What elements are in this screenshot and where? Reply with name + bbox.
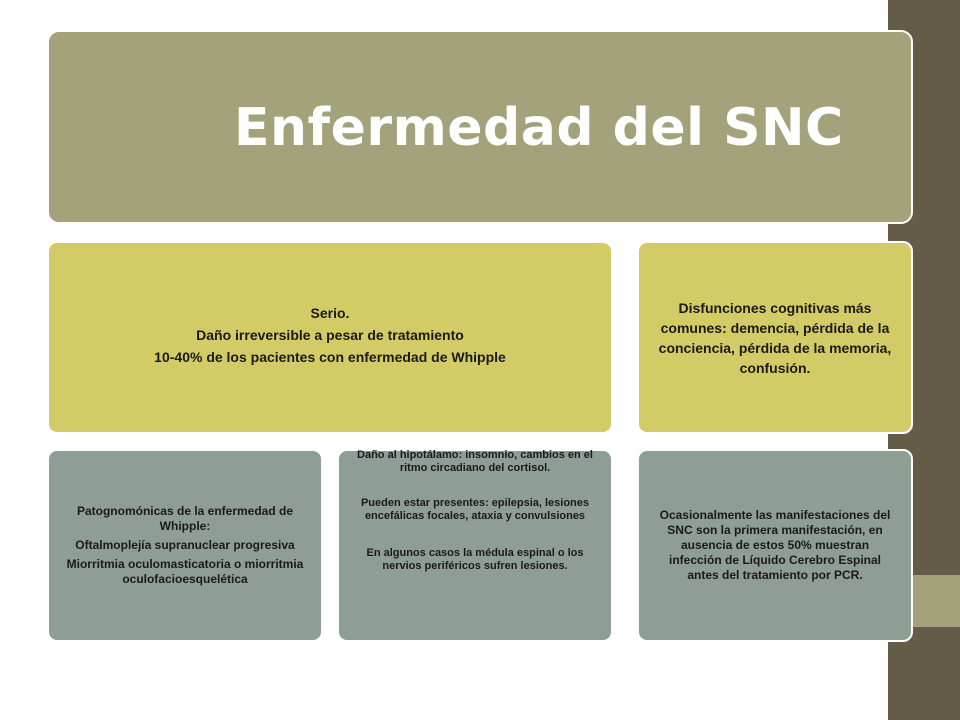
neurologic-damage-line-3: En algunos casos la médula espinal o los nervios periféricos sufren lesiones. [366, 547, 584, 572]
seriousness-box [47, 241, 613, 434]
first-manifestation-box [637, 449, 913, 642]
pathognomonic-heading: Patognomónicas de la enfermedad de Whipple: [76, 504, 294, 533]
title-box [47, 30, 913, 224]
pathognomonic-item-1: Oftalmoplejía supranuclear progresiva [75, 538, 295, 552]
pathognomonic-box [47, 449, 323, 642]
seriousness-line-3: 10-40% de los pacientes con enfermedad de Whipple [154, 348, 506, 365]
pathognomonic-item-2: Miorritmia oculomasticatoria o miorritmia oculofacioesquelética [66, 557, 304, 586]
seriousness-line-2: Daño irreversible a pesar de tratamiento [196, 326, 464, 343]
slide-title: Enfermedad del SNC [234, 98, 844, 158]
neurologic-damage-line-1: Daño al hipotálamo: insomnio, cambios en el ritmo circadiano del cortisol. [357, 449, 593, 474]
seriousness-line-1: Serio. [310, 304, 350, 321]
first-manifestation-text: Ocasionalmente las manifestaciones del SNC son la primera manifestación, en ausencia de estos 50% muestran infección de Líquido Cerebro Espinal antes del tratamiento por PCR. [659, 508, 891, 582]
neurologic-damage-line-2: Pueden estar presentes: epilepsia, lesiones encefálicas focales, ataxia y convulsiones [360, 497, 590, 522]
neurologic-damage-box [337, 449, 613, 642]
cognitive-dysfunction-box [637, 241, 913, 434]
cognitive-dysfunction-text: Disfunciones cognitivas más comunes: demencia, pérdida de la conciencia, pérdida de la memoria, confusión. [658, 299, 892, 376]
